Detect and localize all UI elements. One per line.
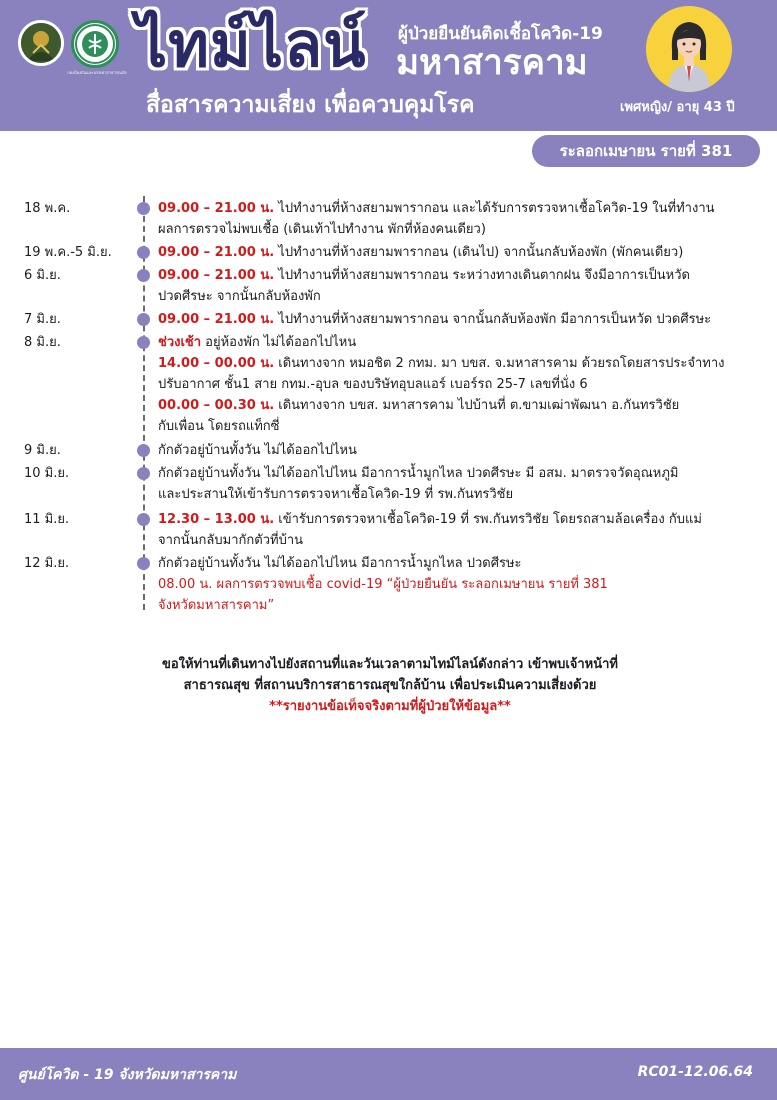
timeline-entry (158, 332, 768, 437)
entry-text: ไปทำงานที่ห้างสยามพารากอน ระหว่างทางเดินตากฝน จึงมีอาการเป็นหวัด (274, 268, 690, 283)
entry-line (158, 242, 768, 263)
ministry-of-health-logo (71, 20, 119, 68)
timeline-dot (137, 513, 150, 526)
provincial-seal-logo (18, 20, 64, 66)
timeline-dot (137, 467, 150, 480)
entry-text: ปวดศีรษะ จากนั้นกลับห้องพัก (158, 289, 321, 304)
logo-caption: กองป้องกันและบรรเทาสาธารณภัย (67, 70, 127, 75)
timeline-dot (137, 202, 150, 215)
case-number-badge: ระลอกเมษายน รายที่ 381 (532, 135, 760, 167)
notice-line: ขอให้ท่านที่เดินทางไปยังสถานที่และวันเวลาตามไทม์ไลน์ดังกล่าว เข้าพบเจ้าหน้าที่ (161, 657, 619, 672)
entry-text: อยู่ห้องพัก ไม่ได้ออกไปไหน (201, 335, 357, 350)
entry-text: ปรับอากาศ ชั้น1 สาย กทม.-อุบล ของบริษัทอุบลแอร์ เบอร์รถ 25-7 เลขที่นั่ง 6 (158, 377, 588, 392)
header-banner (0, 0, 777, 131)
entry-time: 09.00 – 21.00 น. (158, 201, 275, 216)
entry-line (158, 332, 768, 353)
entry-line (158, 309, 768, 330)
entry-line (158, 395, 768, 416)
timeline-dot (137, 246, 150, 259)
entry-time: 12.30 – 13.00 น. (158, 512, 275, 527)
entry-time: ช่วงเช้า (158, 335, 202, 350)
timeline-entry (158, 440, 768, 461)
timeline-date: 11 มิ.ย. (24, 512, 70, 527)
result-text: 08.00 น. ผลการตรวจพบเชื้อ covid-19 “ผู้ป่วยยืนยัน ระลอกเมษายน รายที่ 381 (158, 577, 608, 592)
disclaimer-line: **รายงานข้อเท็จจริงตามที่ผู้ป่วยให้ข้อมูล** (269, 699, 511, 714)
timeline-date: 12 มิ.ย. (24, 556, 70, 571)
entry-line (158, 440, 768, 461)
entry-text: ไปทำงานที่ห้างสยามพารากอน (เดินไป) จากนั้นกลับห้องพัก (พักคนเดียว) (274, 245, 684, 260)
timeline-dot (137, 336, 150, 349)
female-patient-avatar-icon (646, 6, 732, 92)
risk-communication-slogan: สื่อสารความเสี่ยง เพื่อควบคุมโรค (146, 92, 475, 118)
timeline-date: 9 มิ.ย. (24, 443, 61, 458)
entry-time: 09.00 – 21.00 น. (158, 312, 275, 327)
entry-line (158, 553, 768, 574)
entry-line (158, 463, 768, 484)
timeline-entry (158, 509, 768, 551)
entry-text: กักตัวอยู่บ้านทั้งวัน ไม่ได้ออกไปไหน มีอาการน้ำมูกไหล ปวดศีรษะ มี อสม. มาตรวจวัดอุณหภูมิ (158, 466, 679, 481)
timeline-entry (158, 309, 768, 330)
timeline-dot (137, 557, 150, 570)
timeline-entry (158, 553, 768, 616)
entry-time: 00.00 – 00.30 น. (158, 398, 275, 413)
entry-line (158, 374, 768, 395)
timeline-entry (158, 463, 768, 505)
document-code: RC01-12.06.64 (637, 1064, 753, 1080)
timeline-date: 6 มิ.ย. (24, 268, 61, 283)
entry-text: ไปทำงานที่ห้างสยามพารากอน และได้รับการตรวจหาเชื้อโควิด-19 ในที่ทำงาน (274, 201, 715, 216)
timeline-date: 7 มิ.ย. (24, 312, 61, 327)
entry-line (158, 265, 768, 286)
timeline-date: 10 มิ.ย. (24, 466, 70, 481)
timeline-date: 19 พ.ค.-5 มิ.ย. (24, 245, 112, 260)
timeline-entry (158, 242, 768, 263)
entry-line (158, 353, 768, 374)
entry-text: เข้ารับการตรวจหาเชื้อโควิด-19 ที่ รพ.กันทรวิชัย โดยรถสามล้อเครื่อง กับแม่ (274, 512, 702, 527)
timeline-dot (137, 313, 150, 326)
entry-text: กับเพื่อน โดยรถแท็กซี่ (158, 419, 280, 434)
timeline-date: 18 พ.ค. (24, 201, 71, 216)
entry-line (158, 574, 768, 595)
timeline-entry (158, 265, 768, 307)
entry-text: กักตัวอยู่บ้านทั้งวัน ไม่ได้ออกไปไหน (158, 443, 357, 458)
entry-time: 09.00 – 21.00 น. (158, 268, 275, 283)
entry-line (158, 198, 768, 219)
footer-bar (0, 1048, 777, 1100)
timeline-date: 8 มิ.ย. (24, 335, 61, 350)
province-name: มหาสารคาม (396, 43, 588, 83)
timeline-title: ไทม์ไลน์ (136, 8, 367, 81)
entry-line (158, 595, 768, 616)
entry-time: 09.00 – 21.00 น. (158, 245, 275, 260)
issuer-name: ศูนย์โควิด - 19 จังหวัดมหาสารคาม (18, 1067, 237, 1083)
timeline-dot (137, 269, 150, 282)
entry-line (158, 286, 768, 307)
entry-line (158, 484, 768, 505)
entry-line (158, 416, 768, 437)
timeline-dot (137, 444, 150, 457)
entry-text: ผลการตรวจไม่พบเชื้อ (เดินเท้าไปทำงาน พักที่ห้องคนเดียว) (158, 222, 486, 237)
entry-time: 14.00 – 00.00 น. (158, 356, 275, 371)
entry-text: ไปทำงานที่ห้างสยามพารากอน จากนั้นกลับห้องพัก มีอาการเป็นหวัด ปวดศีรษะ (274, 312, 712, 327)
notice-line: สาธารณสุข ที่สถานบริการสาธารณสุขใกล้บ้าน เพื่อประเมินความเสี่ยงด้วย (183, 678, 597, 693)
public-notice (120, 654, 660, 717)
gender-age-label: เพศหญิง/ อายุ 43 ปี (620, 100, 735, 115)
confirmed-patient-subtitle: ผู้ป่วยยืนยันติดเชื้อโควิด-19 (398, 24, 603, 44)
result-text: จังหวัดมหาสารคาม” (158, 598, 275, 613)
entry-text: กักตัวอยู่บ้านทั้งวัน ไม่ได้ออกไปไหน มีอาการน้ำมูกไหล ปวดศีรษะ (158, 556, 522, 571)
entry-text: เดินทางจาก หมอชิต 2 กทม. มา บขส. จ.มหาสารคาม ด้วยรถโดยสารประจำทาง (274, 356, 725, 371)
entry-text: และประสานให้เข้ารับการตรวจหาเชื้อโควิด-19 ที่ รพ.กันทรวิชัย (158, 487, 514, 502)
timeline-entry (158, 198, 768, 240)
entry-line (158, 530, 768, 551)
entry-line (158, 509, 768, 530)
entry-line (158, 219, 768, 240)
entry-text: จากนั้นกลับมากักตัวที่บ้าน (158, 533, 304, 548)
entry-text: เดินทางจาก บขส. มหาสารคาม ไปบ้านที่ ต.ขามเฒ่าพัฒนา อ.กันทรวิชัย (274, 398, 680, 413)
